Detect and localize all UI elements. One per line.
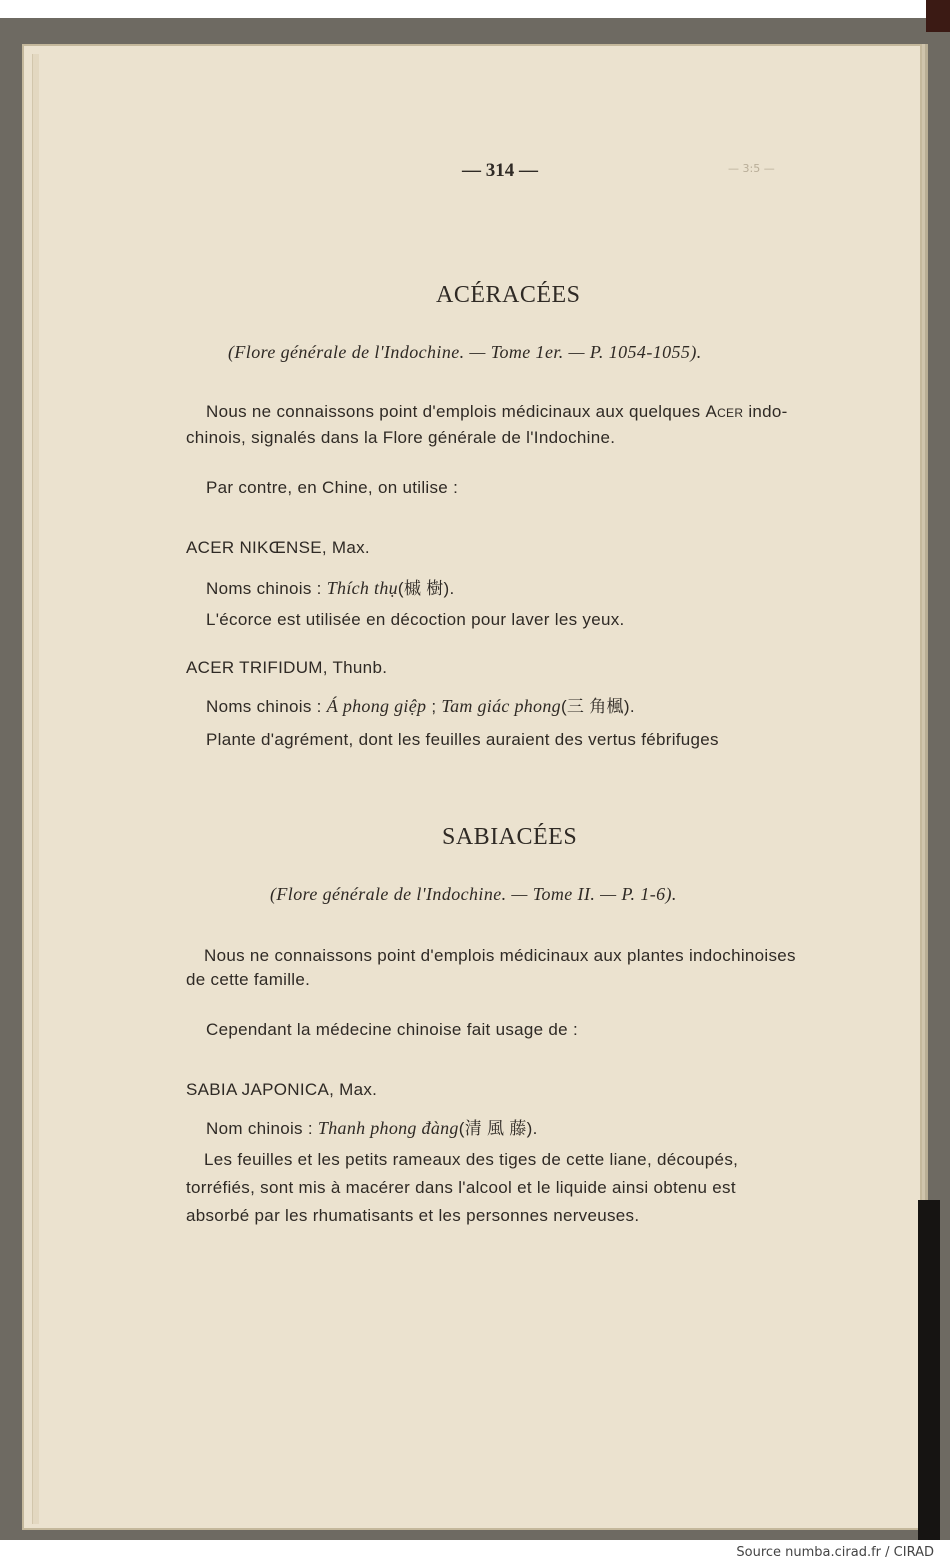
scan-top-margin xyxy=(0,0,950,18)
page-number: — 314 — xyxy=(462,160,538,181)
section-heading-aceracees: ACÉRACÉES xyxy=(436,282,581,308)
species-note: L'écorce est utilisée en décoction pour laver les yeux. xyxy=(206,610,625,629)
paragraph: Par contre, en Chine, on utilise : xyxy=(206,478,459,497)
section-reference: (Flore générale de l'Indochine. — Tome II. — P. 1-6). xyxy=(270,884,677,904)
chinese-names: Noms chinois : Á phong giệp ; Tam giác phong(三 角楓). xyxy=(206,696,635,716)
genus-name: Acer xyxy=(705,402,744,421)
species-note: Plante d'agrément, dont les feuilles auraient des vertus fébrifuges xyxy=(206,730,719,749)
paragraph-line: Nous ne connaissons point d'emplois médicinaux aux plantes indochinoises xyxy=(204,946,796,965)
section-heading-sabiacees: SABIACÉES xyxy=(442,824,578,850)
species-name: SABIA JAPONICA, Max. xyxy=(186,1080,378,1099)
chinese-names: Noms chinois : Thích thụ(槭 樹). xyxy=(206,578,455,598)
paragraph: Cependant la médecine chinoise fait usage de : xyxy=(206,1020,578,1039)
page-gutter xyxy=(32,54,39,1524)
species-description-line: Les feuilles et les petits rameaux des tiges de cette liane, découpés, xyxy=(204,1150,739,1169)
bleed-through-text: — 3:5 — xyxy=(728,162,775,175)
section-reference: (Flore générale de l'Indochine. — Tome 1er. — P. 1054-1055). xyxy=(228,342,702,362)
paragraph-line: de cette famille. xyxy=(186,970,311,989)
bookmark-ribbon-black xyxy=(918,1200,940,1540)
species-name: ACER TRIFIDUM, Thunb. xyxy=(186,658,388,677)
bookmark-ribbon-red xyxy=(926,0,950,32)
species-name: ACER NIKŒNSE, Max. xyxy=(186,538,370,557)
species-description-line: torréfiés, sont mis à macérer dans l'alcool et le liquide ainsi obtenu est xyxy=(186,1178,736,1197)
paragraph-line: chinois, signalés dans la Flore générale de l'Indochine. xyxy=(186,428,616,447)
book-page xyxy=(22,44,922,1530)
chinese-names: Nom chinois : Thanh phong đàng(清 風 藤). xyxy=(206,1118,538,1138)
source-credit: Source numba.cirad.fr / CIRAD xyxy=(736,1545,934,1560)
paragraph-line: Nous ne connaissons point d'emplois médicinaux aux quelques Acer indo- xyxy=(206,402,788,421)
species-description-line: absorbé par les rhumatisants et les personnes nerveuses. xyxy=(186,1206,640,1225)
